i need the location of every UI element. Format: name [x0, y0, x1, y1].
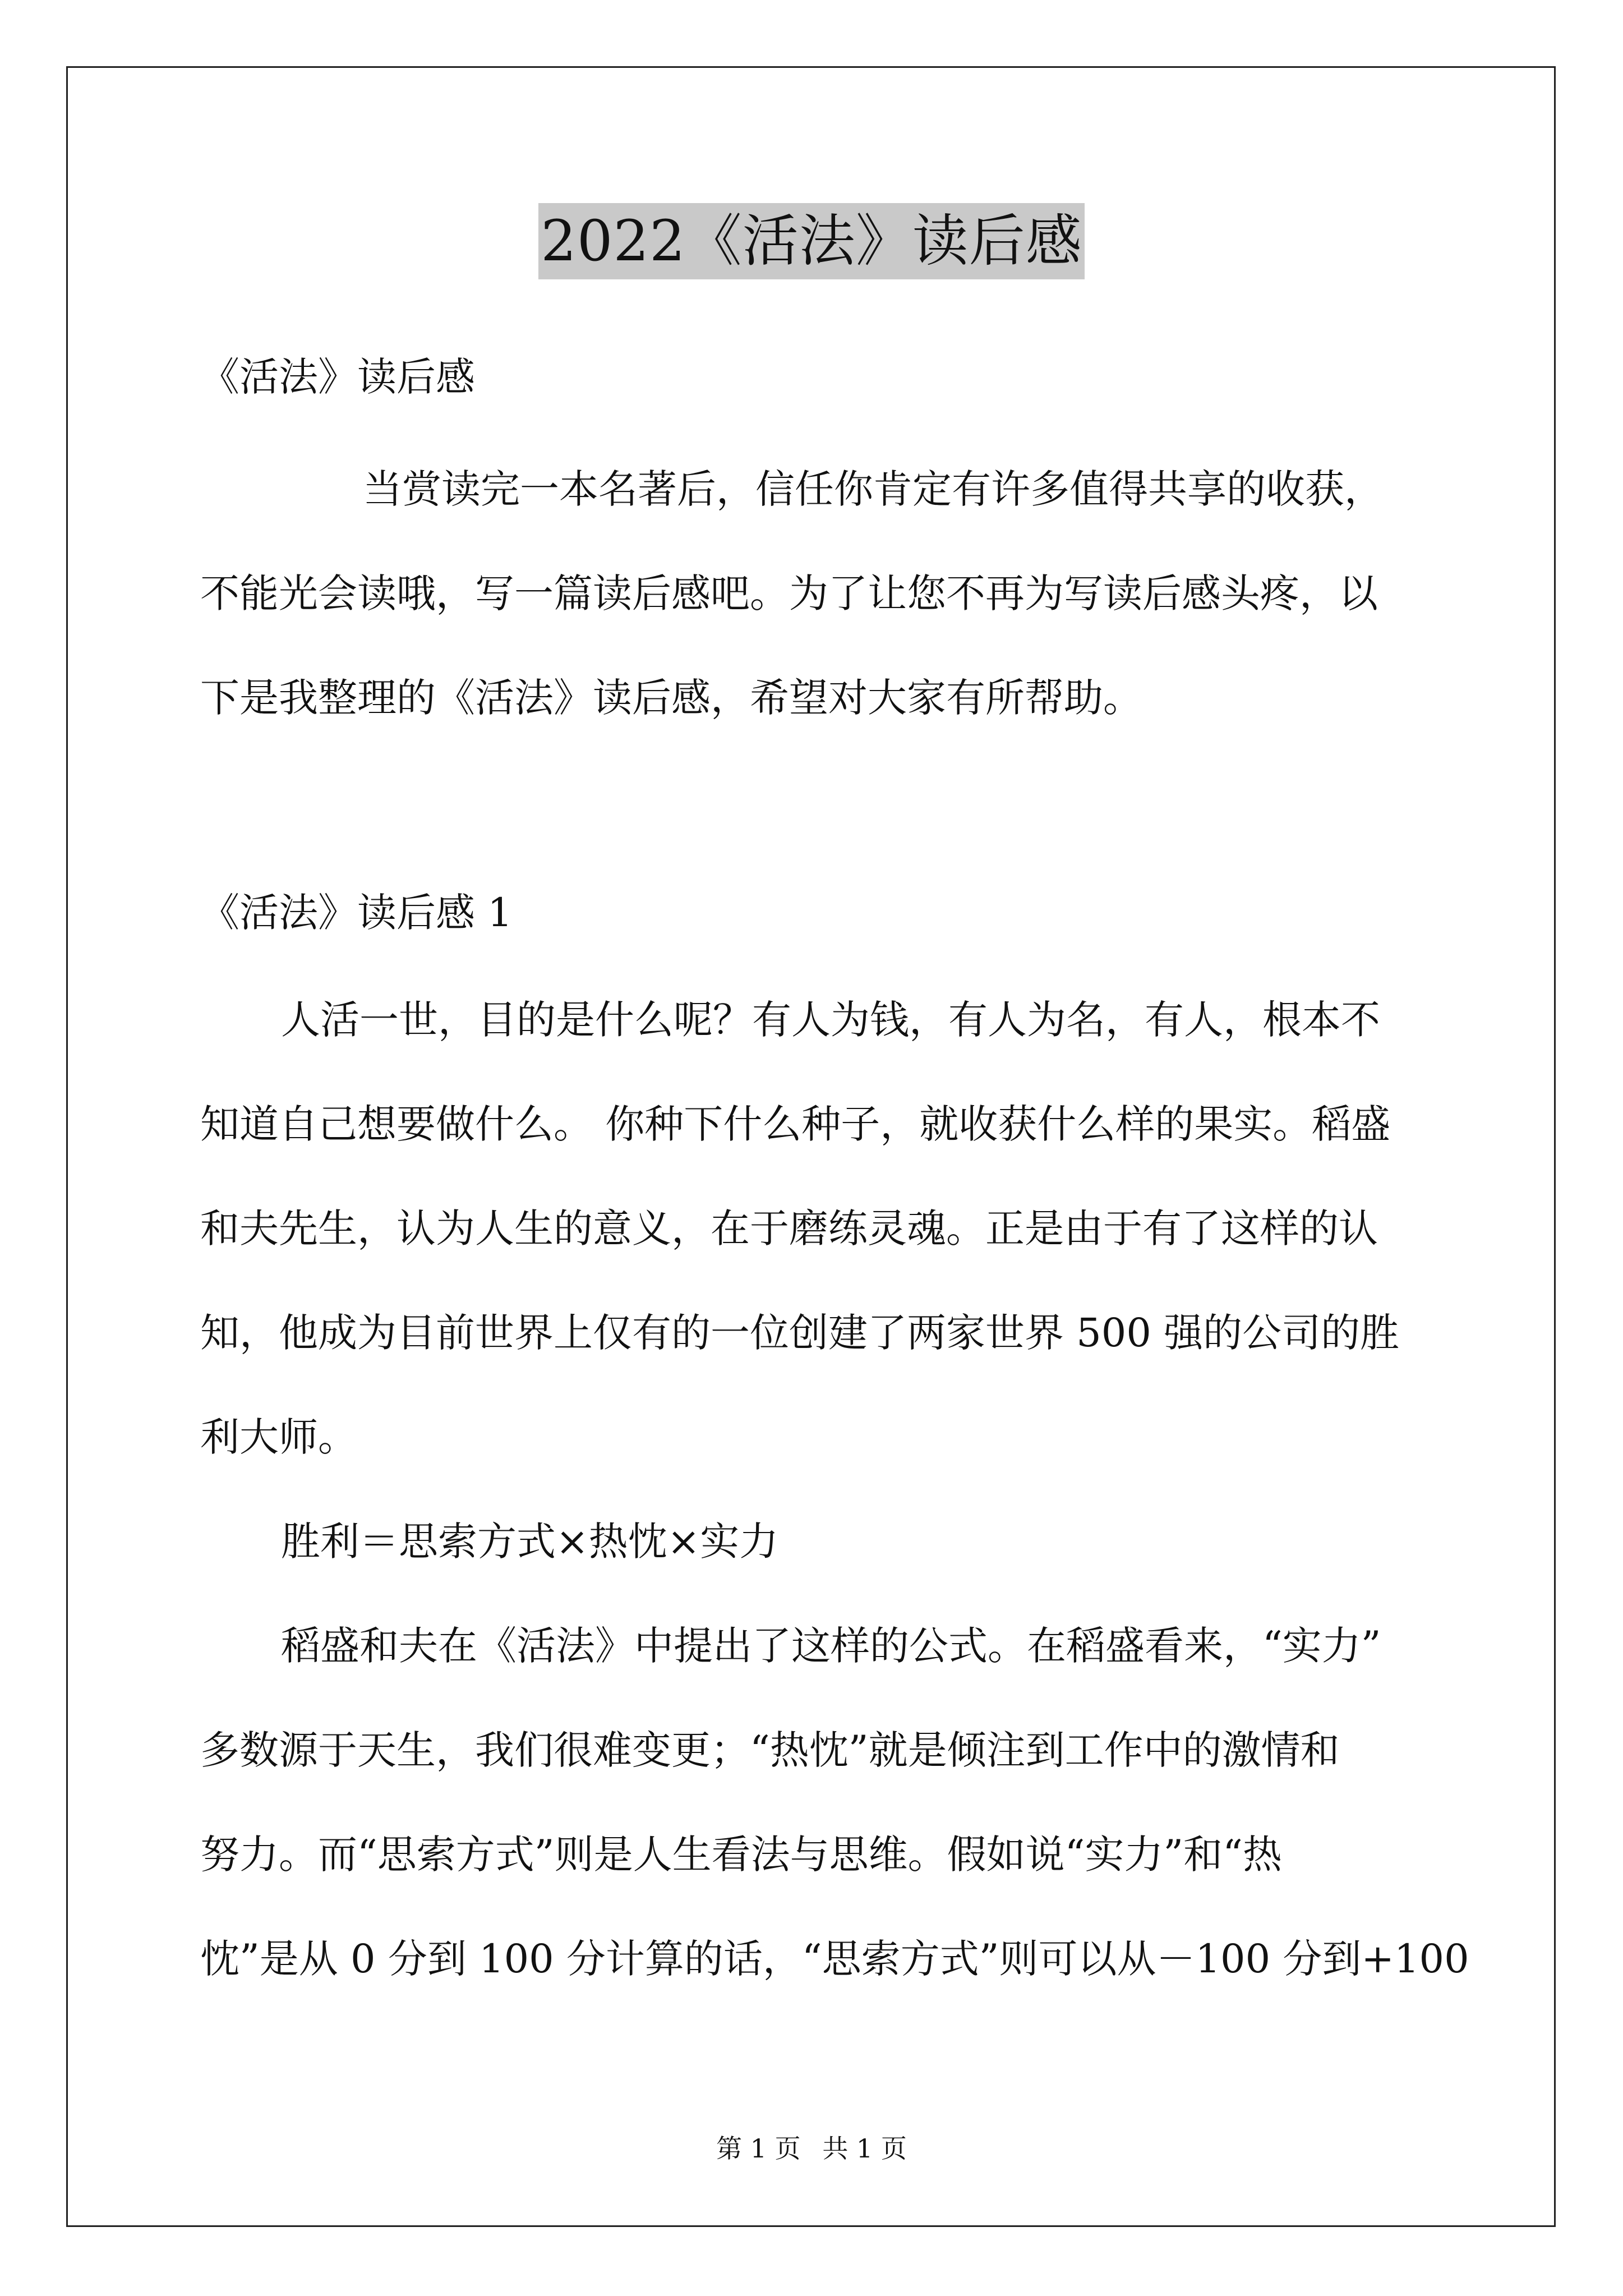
paragraph-line: 利大师。: [200, 1414, 357, 1460]
page-footer: [0, 2132, 1623, 2165]
intro-line: 当赏读完一本名著后，信任你肯定有许多值得共享的收获，: [363, 466, 1384, 512]
page-number-current: 第 1 页: [716, 2133, 801, 2164]
section-heading: 《活法》读后感 1: [200, 890, 513, 936]
paragraph-line: 稻盛和夫在《活法》中提出了这样的公式。在稻盛看来，“实力”: [281, 1623, 1381, 1669]
paragraph-line: 知道自己想要做什么。 你种下什么种子，就收获什么样的果实。稻盛: [200, 1101, 1391, 1147]
intro-line: 下是我整理的《活法》读后感，希望对大家有所帮助。: [200, 675, 1142, 721]
intro-line: 不能光会读哦，写一篇读后感吧。为了让您不再为写读后感头疼，以: [200, 570, 1378, 616]
subtitle: 《活法》读后感: [200, 354, 475, 400]
paragraph-line: 努力。而“思索方式”则是人生看法与思维。假如说“实力”和“热: [200, 1832, 1282, 1878]
paragraph-line: 知，他成为目前世界上仅有的一位创建了两家世界 500 强的公司的胜: [200, 1310, 1400, 1356]
paragraph-line: 人活一世，目的是什么呢？有人为钱，有人为名，有人，根本不: [281, 997, 1380, 1043]
paragraph-line: 忱”是从 0 分到 100 分计算的话，“思索方式”则可以从－100 分到+100: [200, 1936, 1469, 1982]
paragraph-line: 和夫先生，认为人生的意义，在于磨练灵魂。正是由于有了这样的认: [200, 1205, 1378, 1251]
document-title-wrapper: [0, 203, 1623, 279]
paragraph-line: 多数源于天生，我们很难变更；“热忱”就是倾注到工作中的激情和: [200, 1727, 1340, 1773]
document-title: 2022《活法》读后感: [538, 203, 1085, 279]
page-number-total: 共 1 页: [822, 2133, 907, 2164]
formula-line: 胜利＝思索方式×热忱×实力: [281, 1519, 779, 1565]
